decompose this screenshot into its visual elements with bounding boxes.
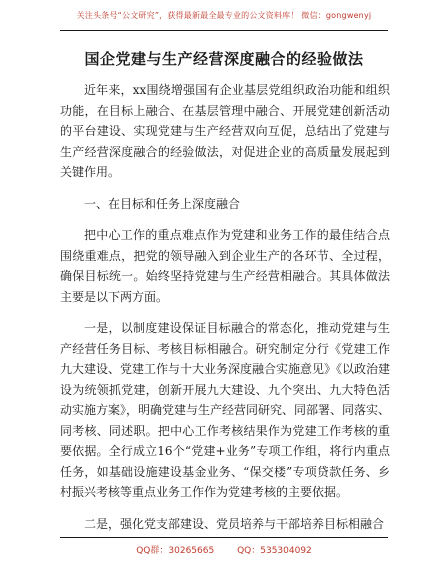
body-paragraph: 把中心工作的重点难点作为党建和业务工作的最佳结合点围绕重难点，把党的领导融入到企业生产的各环节、全过程，确保目标统一。始终坚持党建与生产经营相融合。其具体做法主要是以下两方面。 (60, 228, 390, 304)
footer (0, 543, 448, 556)
footer-qq: QQ：535304092 (237, 546, 312, 556)
footer-divider (60, 537, 388, 538)
header-divider (60, 30, 388, 31)
document-body (60, 80, 390, 545)
section-heading: 一、在目标和任务上深度融合 (84, 196, 241, 211)
body-paragraph: 二是，强化党支部建设、党员培养与干部培养目标相融合 (84, 516, 385, 531)
body-paragraph: 一是，以制度建设保证目标融合的常态化，推动党建与生产经营任务目标、考核目标相融合。研究制定分行《党建工作九大建设、党建工作与十大业务深度融合实施意见》《以政治建设为统领抓党建，创新开展九大建设、九个突出、九大特色活动实施方案》，明确党建与生产经营同研究、同部署、同落实、同考核、同述职。把中心工作考核结果作为党建工作考核的重要依据。全行成立16个“党建+业务”专项工作组，将行内重点任务，如基础设施建设基金业务、“保交楼”专项贷款任务、乡村振兴考核等重点业务工作作为党建考核的主要依据。 (60, 321, 391, 499)
header-note: 关注头条号“公文研究”，获得最新最全最专业的公文资料库！ 微信：gongwenyj (76, 11, 372, 20)
footer-qq-group: QQ群：30265665 (136, 546, 215, 556)
document-title: 国企党建与生产经营深度融合的经验做法 (84, 50, 364, 68)
intro-paragraph: 近年来，xx围绕增强国有企业基层党组织政治功能和组织功能，在目标上融合、在基层管理中融合、开展党建创新活动的平台建设、实现党建与生产经营双向互促，总结出了党建与生产经营深度融合的经验做法，对促进企业的高质量发展起到关键作用。 (60, 83, 390, 179)
